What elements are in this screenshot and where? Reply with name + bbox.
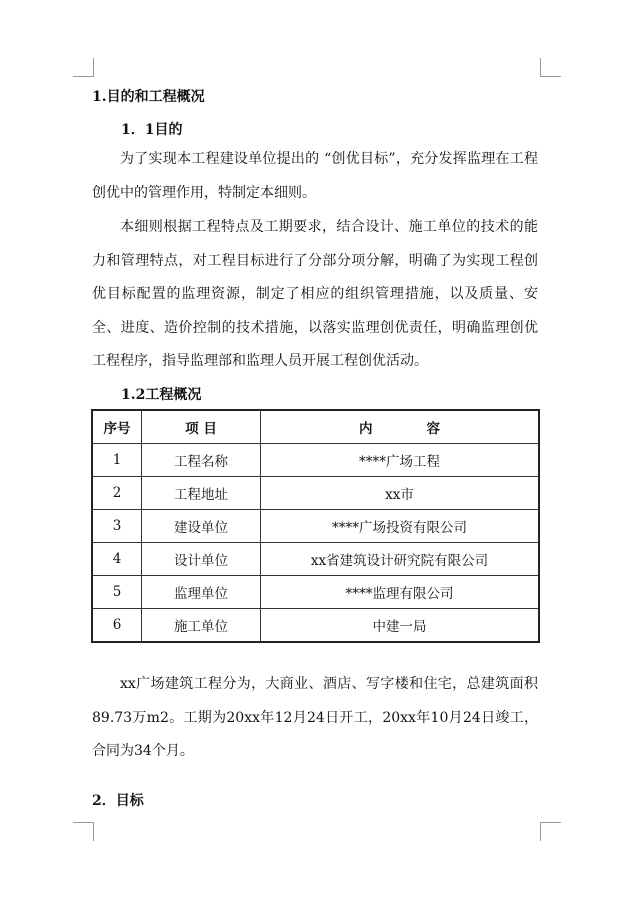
table-cell-content: ****广场投资有限公司 bbox=[261, 510, 540, 543]
page-corner-mark-bottom-left bbox=[73, 822, 94, 841]
table-cell-item: 监理单位 bbox=[142, 576, 261, 609]
table-cell-no: 1 bbox=[92, 444, 142, 477]
table-cell-no: 6 bbox=[92, 609, 142, 643]
project-overview-table bbox=[91, 409, 540, 643]
table-header-cell: 内 容 bbox=[261, 410, 540, 444]
purpose-paragraph-2: 本细则根据工程特点及工期要求，结合设计、施工单位的技术的能力和管理特点，对工程目标进行了分部分项分解，明确了为实现工程创优目标配置的监理资源，制定了相应的组织管理措施，以及质量、安全、进度、造价控制的技术措施，以落实监理创优责任，明确监理创优工程程序，指导监理部和监理人员开展工程创优活动。 bbox=[92, 219, 538, 369]
table-cell-content: ****广场工程 bbox=[261, 444, 540, 477]
table-row bbox=[92, 477, 539, 510]
table-cell-no: 2 bbox=[92, 477, 142, 510]
table-cell-item: 工程名称 bbox=[142, 444, 261, 477]
section-1-1-heading: 1．1目的 bbox=[121, 122, 183, 138]
table-header-row bbox=[92, 410, 539, 444]
table-header-cell: 项 目 bbox=[142, 410, 261, 444]
table-header-cell: 序号 bbox=[92, 410, 142, 444]
table-cell-no: 3 bbox=[92, 510, 142, 543]
page-corner-mark-top-right bbox=[540, 58, 561, 77]
table-cell-content: xx省建筑设计研究院有限公司 bbox=[261, 543, 540, 576]
table-cell-item: 设计单位 bbox=[142, 543, 261, 576]
table-row bbox=[92, 510, 539, 543]
table-cell-no: 5 bbox=[92, 576, 142, 609]
table-row bbox=[92, 609, 539, 643]
table-cell-content: 中建一局 bbox=[261, 609, 540, 643]
table-cell-item: 建设单位 bbox=[142, 510, 261, 543]
page-corner-mark-bottom-right bbox=[540, 822, 561, 841]
table-cell-content: xx市 bbox=[261, 477, 540, 510]
section-2-heading: 2．目标 bbox=[92, 793, 144, 809]
table-row bbox=[92, 576, 539, 609]
table-cell-item: 施工单位 bbox=[142, 609, 261, 643]
section-1-heading: 1.目的和工程概况 bbox=[92, 89, 205, 105]
table-row bbox=[92, 543, 539, 576]
purpose-paragraph-1: 为了实现本工程建设单位提出的 “创优目标”，充分发挥监理在工程创优中的管理作用，特制定本细则。 bbox=[92, 151, 538, 201]
table-cell-content: ****监理有限公司 bbox=[261, 576, 540, 609]
table-cell-no: 4 bbox=[92, 543, 142, 576]
table-cell-item: 工程地址 bbox=[142, 477, 261, 510]
page-corner-mark-top-left bbox=[73, 58, 94, 77]
overview-paragraph: xx广场建筑工程分为，大商业、酒店、写字楼和住宅，总建筑面积89.73万m2。工期为20xx年12月24日开工，20xx年10月24日竣工，合同为34个月。 bbox=[92, 676, 538, 759]
section-1-2-heading: 1.2工程概况 bbox=[121, 387, 202, 403]
table-row bbox=[92, 444, 539, 477]
